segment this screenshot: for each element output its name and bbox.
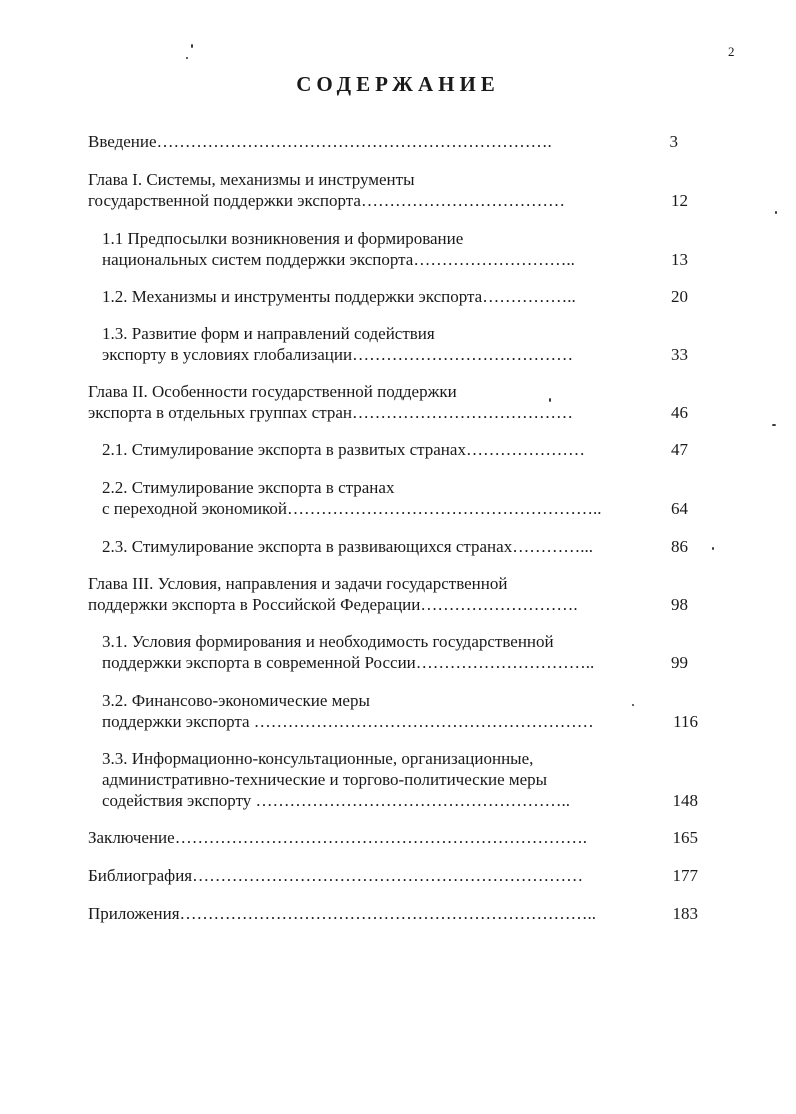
- toc-page-number: 116: [673, 712, 698, 731]
- toc-entry-chapter-3: [88, 573, 578, 615]
- toc-line: 1.2. Механизмы и инструменты поддержки экспорта……………..: [102, 287, 576, 306]
- toc-line: Библиография……………………………………………………………: [88, 866, 584, 885]
- toc-line: Введение…………………………………………………………….: [88, 132, 552, 151]
- toc-line: содействия экспорту ………………………………………………..: [102, 791, 571, 810]
- toc-entry-section-1-1: [102, 228, 575, 270]
- toc-page-number: 46: [671, 403, 688, 422]
- page-title: СОДЕРЖАНИЕ: [296, 72, 500, 96]
- toc-line: административно-технические и торгово-политические меры: [102, 770, 548, 789]
- toc-entry-introduction: [88, 131, 552, 152]
- toc-line: 2.3. Стимулирование экспорта в развивающихся странах…………...: [102, 537, 593, 556]
- toc-line: 3.3. Информационно-консультационные, организационные,: [102, 749, 534, 768]
- toc-line: поддержки экспорта в современной России…………………………..: [102, 653, 595, 672]
- toc-line: с переходной экономикой………………………………………………..: [102, 499, 602, 518]
- toc-entry-conclusion: [88, 827, 587, 848]
- toc-entry-section-3-3: [102, 748, 570, 811]
- toc-line: 3.1. Условия формирования и необходимость государственной: [102, 632, 554, 651]
- scan-speck: [191, 44, 193, 48]
- scan-speck: [772, 424, 776, 426]
- scan-speck: [186, 57, 188, 59]
- scan-speck: [712, 547, 714, 550]
- toc-line: 1.1 Предпосылки возникновения и формирование: [102, 229, 464, 248]
- scan-speck: [775, 211, 777, 214]
- toc-page-number: 177: [672, 866, 698, 885]
- toc-page-number: 64: [671, 499, 688, 518]
- toc-entry-section-2-3: [102, 536, 593, 557]
- toc-line: экспорта в отдельных группах стран…………………………………: [88, 403, 574, 422]
- toc-line: 3.2. Финансово-экономические меры: [102, 691, 370, 710]
- toc-entry-bibliography: [88, 865, 583, 886]
- toc-line: поддержки экспорта в Российской Федерации……………………….: [88, 595, 578, 614]
- toc-line: национальных систем поддержки экспорта………………………..: [102, 250, 575, 269]
- scan-speck: [549, 398, 551, 402]
- toc-line: 1.3. Развитие форм и направлений содействия: [102, 324, 435, 343]
- toc-entry-chapter-1: [88, 169, 565, 211]
- page-number: 2: [728, 44, 735, 59]
- scan-speck: [632, 704, 634, 706]
- toc-line: Глава I. Системы, механизмы и инструменты: [88, 170, 415, 189]
- toc-page-number: 47: [671, 440, 688, 459]
- toc-line: 2.2. Стимулирование экспорта в странах: [102, 478, 395, 497]
- toc-line: государственной поддержки экспорта………………………………: [88, 191, 565, 210]
- toc-entry-section-2-1: [102, 439, 585, 460]
- toc-entry-section-1-3: [102, 323, 573, 365]
- toc-page-number: 3: [669, 132, 678, 151]
- toc-line: поддержки экспорта ……………………………………………………: [102, 712, 594, 731]
- toc-entry-section-3-2: [102, 690, 594, 732]
- toc-line: Приложения………………………………………………………………..: [88, 904, 597, 923]
- toc-page-number: 20: [671, 287, 688, 306]
- toc-page-number: 86: [671, 537, 688, 556]
- toc-line: экспорту в условиях глобализации…………………………………: [102, 345, 574, 364]
- toc-page-number: 148: [672, 791, 698, 810]
- toc-page-number: 183: [672, 904, 698, 923]
- toc-page-number: 33: [671, 345, 688, 364]
- toc-entry-section-3-1: [102, 631, 594, 673]
- toc-page-number: 99: [671, 653, 688, 672]
- toc-line: 2.1. Стимулирование экспорта в развитых странах…………………: [102, 440, 585, 459]
- toc-page-number: 165: [672, 828, 698, 847]
- toc-entry-chapter-2: [88, 381, 573, 423]
- toc-line: Глава III. Условия, направления и задачи государственной: [88, 574, 508, 593]
- toc-entry-appendices: [88, 903, 596, 924]
- toc-entry-section-1-2: [102, 286, 576, 307]
- toc-entry-section-2-2: [102, 477, 602, 519]
- toc-page-number: 12: [671, 191, 688, 210]
- toc-page-number: 13: [671, 250, 688, 269]
- toc-line: Заключение……………………………………………………………….: [88, 828, 587, 847]
- toc-line: Глава II. Особенности государственной поддержки: [88, 382, 457, 401]
- toc-page-number: 98: [671, 595, 688, 614]
